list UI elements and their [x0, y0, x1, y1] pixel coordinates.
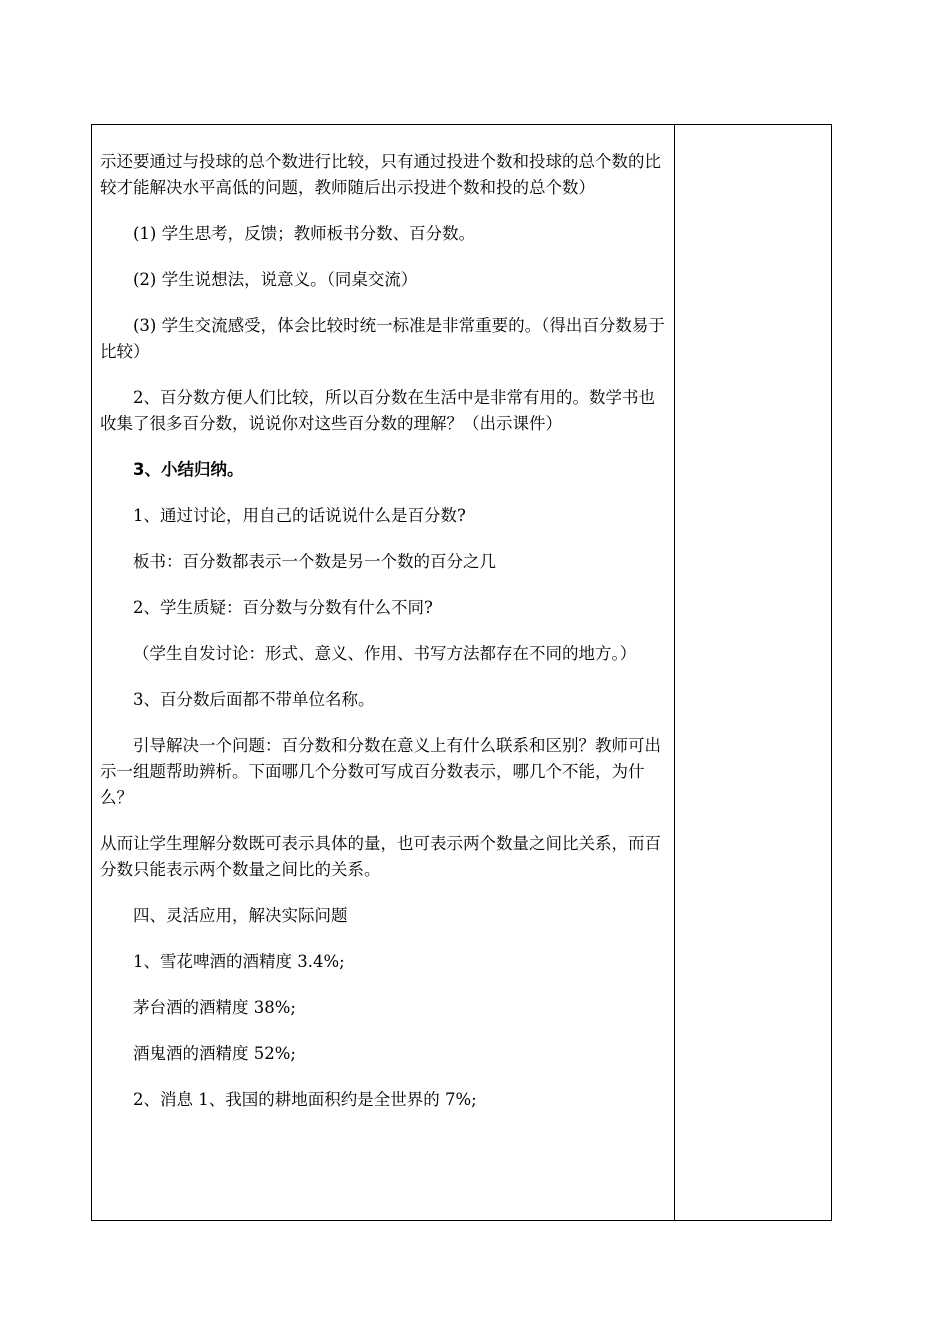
paragraph: 从而让学生理解分数既可表示具体的量，也可表示两个数量之间比关系，而百分数只能表示两个数量之间比的关系。 — [100, 834, 661, 879]
paragraph: 3、百分数后面都不带单位名称。 — [133, 690, 375, 709]
paragraph: 2、百分数方便人们比较，所以百分数在生活中是非常有用的。数学书也收集了很多百分数，说说你对这些百分数的理解？（出示课件） — [100, 388, 655, 433]
paragraph: 2、学生质疑：百分数与分数有什么不同? — [133, 598, 433, 617]
paragraph: 引导解决一个问题：百分数和分数在意义上有什么联系和区别？教师可出示一组题帮助辨析。下面哪几个分数可写成百分数表示，哪几个不能，为什么？ — [100, 736, 661, 807]
paragraph: (2) 学生说想法，说意义。（同桌交流） — [133, 270, 418, 289]
paragraph: 酒鬼酒的酒精度 52%; — [133, 1044, 296, 1063]
paragraph: (1) 学生思考，反馈；教师板书分数、百分数。 — [133, 224, 476, 243]
paragraph: 茅台酒的酒精度 38%; — [133, 998, 296, 1017]
paragraph: 板书：百分数都表示一个数是另一个数的百分之几 — [133, 552, 496, 571]
section-heading: 3、小结归纳。 — [133, 460, 244, 479]
paragraph: (3) 学生交流感受，体会比较时统一标准是非常重要的。（得出百分数易于比较） — [100, 316, 665, 361]
column-divider — [674, 125, 675, 1220]
paragraph: 示还要通过与投球的总个数进行比较，只有通过投进个数和投球的总个数的比较才能解决水平高低的问题，教师随后出示投进个数和投的总个数） — [100, 152, 661, 197]
paragraph: （学生自发讨论：形式、意义、作用、书写方法都存在不同的地方。） — [133, 644, 637, 663]
paragraph: 1、通过讨论，用自己的话说说什么是百分数? — [133, 506, 466, 525]
paragraph: 1、雪花啤酒的酒精度 3.4%; — [133, 952, 345, 971]
paragraph: 2、消息 1、我国的耕地面积约是全世界的 7%; — [133, 1090, 477, 1109]
main-content-cell — [100, 149, 666, 1133]
section-heading: 四、灵活应用，解决实际问题 — [133, 906, 348, 925]
lesson-plan-table — [91, 124, 832, 1221]
